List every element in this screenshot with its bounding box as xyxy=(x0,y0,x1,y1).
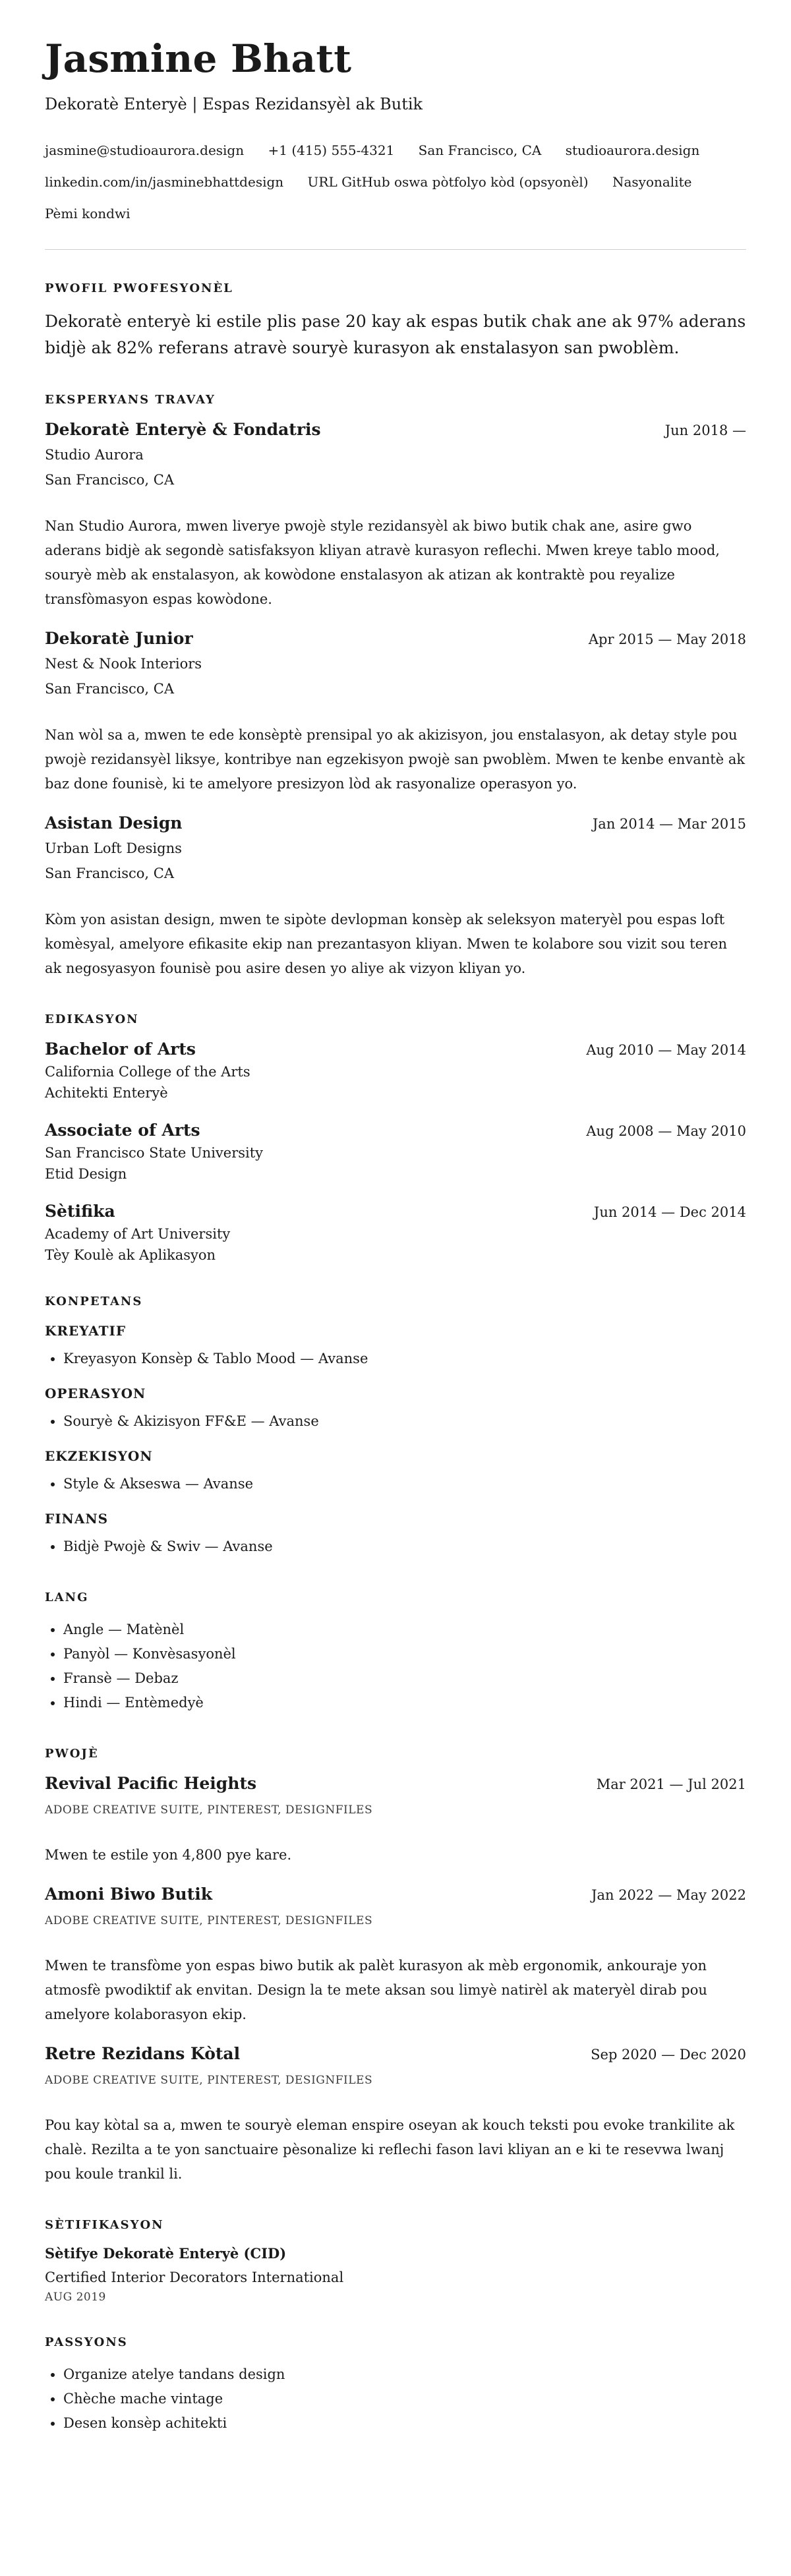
section-title-certifications: SÈTIFIKASYON xyxy=(45,2218,164,2232)
experience-description: Nan wòl sa a, mwen te ede konsèptè prensipal yo ak akizisyon, jou enstalasyon, ak detay style pou pwojè rezidansyèl liksye, kontribye nan egzekisyon pwojè san pwoblèm. Mwen te kenbe envantè ak baz done founisè, ki te amelyore presizyon lòd ak rasyonalize operasyon yo. xyxy=(45,727,746,792)
project-date: Sep 2020 — Dec 2020 xyxy=(591,2047,746,2063)
skill-category: OPERASYON xyxy=(45,1386,146,1401)
contact-phone[interactable]: +1 (415) 555-4321 xyxy=(268,142,395,158)
language-item: • Hindi — Entèmedyè xyxy=(63,1691,746,1715)
section-title-education: EDIKASYON xyxy=(45,1012,139,1026)
experience-location: San Francisco, CA xyxy=(45,472,175,488)
experience-role: Dekoratè Junior xyxy=(45,629,193,648)
language-item: • Angle — Matènèl xyxy=(63,1618,746,1642)
skill-list xyxy=(45,1472,746,1496)
experience-entry xyxy=(45,420,746,612)
experience-location: San Francisco, CA xyxy=(45,865,175,881)
language-item: • Panyòl — Konvèsasyonèl xyxy=(63,1642,746,1666)
education-field: Etid Design xyxy=(45,1166,127,1182)
skill-list xyxy=(45,1347,746,1371)
hobby-item: • Organize atelye tandans design xyxy=(63,2362,746,2387)
section-title-hobbies: PASSYONS xyxy=(45,2335,128,2349)
experience-entry xyxy=(45,813,746,981)
skill-list xyxy=(45,1409,746,1434)
candidate-name: Jasmine Bhatt xyxy=(45,36,352,81)
education-degree: Sètifika xyxy=(45,1202,115,1221)
education-degree: Associate of Arts xyxy=(45,1121,200,1140)
project-entry xyxy=(45,1774,746,1867)
hobby-list xyxy=(45,2362,746,2436)
project-name: Retre Rezidans Kòtal xyxy=(45,2044,241,2063)
experience-company: Urban Loft Designs xyxy=(45,840,182,856)
project-description: Mwen te estile yon 4,800 pye kare. xyxy=(45,1847,292,1863)
certification-name: Sètifye Dekoratè Enteryè (CID) xyxy=(45,2245,287,2262)
section-title-experience: EKSPERYANS TRAVAY xyxy=(45,393,216,407)
experience-description: Kòm yon asistan design, mwen te sipòte devlopman konsèp ak seleksyon materyèl pou espas loft komèsyal, amelyore efikasite ekip nan prezantasyon kliyan. Mwen te kolabore sou vizit sou teren ak negosyasyon founisè pou asire desen yo aliye ak vizyon kliyan yo. xyxy=(45,912,728,976)
hobby-item: • Desen konsèp achitekti xyxy=(63,2411,746,2436)
skill-item: • Kreyasyon Konsèp & Tablo Mood — Avanse xyxy=(63,1347,746,1371)
candidate-subtitle: Dekoratè Enteryè | Espas Rezidansyèl ak Butik xyxy=(45,95,423,113)
experience-role: Dekoratè Enteryè & Fondatris xyxy=(45,420,321,439)
project-tech: ADOBE CREATIVE SUITE, PINTEREST, DESIGNFILES xyxy=(45,1803,373,1817)
profile-summary: Dekoratè enteryè ki estile plis pase 20 kay ak espas butik chak ane ak 97% aderans bidjè ak 82% referans atravè souryè kurasyon ak enstalasyon san pwoblèm. xyxy=(45,312,746,357)
skill-item: • Souryè & Akizisyon FF&E — Avanse xyxy=(63,1409,746,1434)
contact-info xyxy=(45,134,746,229)
project-name: Revival Pacific Heights xyxy=(45,1774,257,1793)
skill-category: EKZEKISYON xyxy=(45,1448,153,1464)
experience-role: Asistan Design xyxy=(45,813,183,833)
section-title-languages: LANG xyxy=(45,1591,89,1604)
education-school: California College of the Arts xyxy=(45,1064,250,1080)
contact-email[interactable]: jasmine@studioaurora.design xyxy=(45,142,245,158)
experience-date: Apr 2015 — May 2018 xyxy=(588,631,746,647)
education-degree: Bachelor of Arts xyxy=(45,1039,196,1059)
skill-list xyxy=(45,1535,746,1559)
project-entry xyxy=(45,1885,746,2027)
project-description: Mwen te transfòme yon espas biwo butik ak palèt kurasyon ak mèb ergonomik, ankouraje yon atmosfè pwodiktif ak envitan. Design la te mete aksan sou limyè natirèl ak materyèl dirab pou amelyore kolaborasyon ekip. xyxy=(45,1958,707,2022)
project-date: Jan 2022 — May 2022 xyxy=(591,1887,746,1903)
project-entry xyxy=(45,2044,746,2186)
project-name: Amoni Biwo Butik xyxy=(45,1885,213,1904)
project-tech: ADOBE CREATIVE SUITE, PINTEREST, DESIGNFILES xyxy=(45,2074,373,2087)
project-description: Pou kay kòtal sa a, mwen te souryè eleman enspire oseyan ak kouch teksti pou evoke trankilite ak chalè. Rezilta a te yon sanctuaire pèsonalize ki reflechi fason lavi kliyan an e ki te resevwa lwanj pou koule trankil li. xyxy=(45,2117,735,2182)
education-entry xyxy=(45,1202,746,1263)
project-tech: ADOBE CREATIVE SUITE, PINTEREST, DESIGNFILES xyxy=(45,1914,373,1927)
contact-location: San Francisco, CA xyxy=(418,142,542,158)
contact-linkedin[interactable]: linkedin.com/in/jasminebhattdesign xyxy=(45,174,284,190)
section-title-profile: PWOFIL PWOFESYONÈL xyxy=(45,281,233,295)
hobby-item: • Chèche mache vintage xyxy=(63,2387,746,2411)
skill-category: KREYATIF xyxy=(45,1323,127,1339)
experience-location: San Francisco, CA xyxy=(45,681,175,697)
language-item: • Fransè — Debaz xyxy=(63,1666,746,1691)
project-date: Mar 2021 — Jul 2021 xyxy=(596,1776,746,1792)
experience-date: Jan 2014 — Mar 2015 xyxy=(592,816,746,832)
section-title-projects: PWOJÈ xyxy=(45,1747,99,1761)
skill-item: • Style & Akseswa — Avanse xyxy=(63,1472,746,1496)
certification-date: AUG 2019 xyxy=(45,2291,106,2304)
experience-date: Jun 2018 — xyxy=(664,423,746,438)
contact-website[interactable]: studioaurora.design xyxy=(565,142,700,158)
experience-description: Nan Studio Aurora, mwen liverye pwojè style rezidansyèl ak biwo butik chak ane, asire gwo aderans bidjè ak segondè satisfaksyon kliyan atravè kurasyon reflechi. Mwen kreye tablo mood, souryè mèb ak enstalasyon, ak kowòdone enstalasyon ak atizan ak kontraktè pou reyalize transfòmasyon espas kowòdone. xyxy=(45,518,720,607)
skill-item: • Bidjè Pwojè & Swiv — Avanse xyxy=(63,1535,746,1559)
education-field: Achitekti Enteryè xyxy=(45,1085,168,1101)
education-entry xyxy=(45,1039,746,1101)
education-date: Jun 2014 — Dec 2014 xyxy=(593,1204,746,1220)
contact-portfolio[interactable]: URL GitHub oswa pòtfolyo kòd (opsyonèl) xyxy=(307,174,589,190)
experience-company: Nest & Nook Interiors xyxy=(45,656,202,672)
contact-nationality: Nasyonalite xyxy=(612,174,692,190)
skill-category: FINANS xyxy=(45,1511,109,1527)
education-school: Academy of Art University xyxy=(45,1226,231,1242)
section-title-skills: KONPETANS xyxy=(45,1295,143,1308)
contact-license: Pèmi kondwi xyxy=(45,206,131,221)
education-entry xyxy=(45,1121,746,1182)
experience-entry xyxy=(45,629,746,796)
experience-company: Studio Aurora xyxy=(45,447,144,463)
header-divider xyxy=(45,249,746,250)
certification-org: Certified Interior Decorators International xyxy=(45,2269,344,2285)
education-date: Aug 2010 — May 2014 xyxy=(586,1042,746,1058)
education-school: San Francisco State University xyxy=(45,1145,264,1161)
language-list xyxy=(45,1618,746,1715)
education-field: Tèy Koulè ak Aplikasyon xyxy=(45,1247,216,1263)
education-date: Aug 2008 — May 2010 xyxy=(586,1123,746,1139)
certification-entry xyxy=(45,2245,746,2304)
